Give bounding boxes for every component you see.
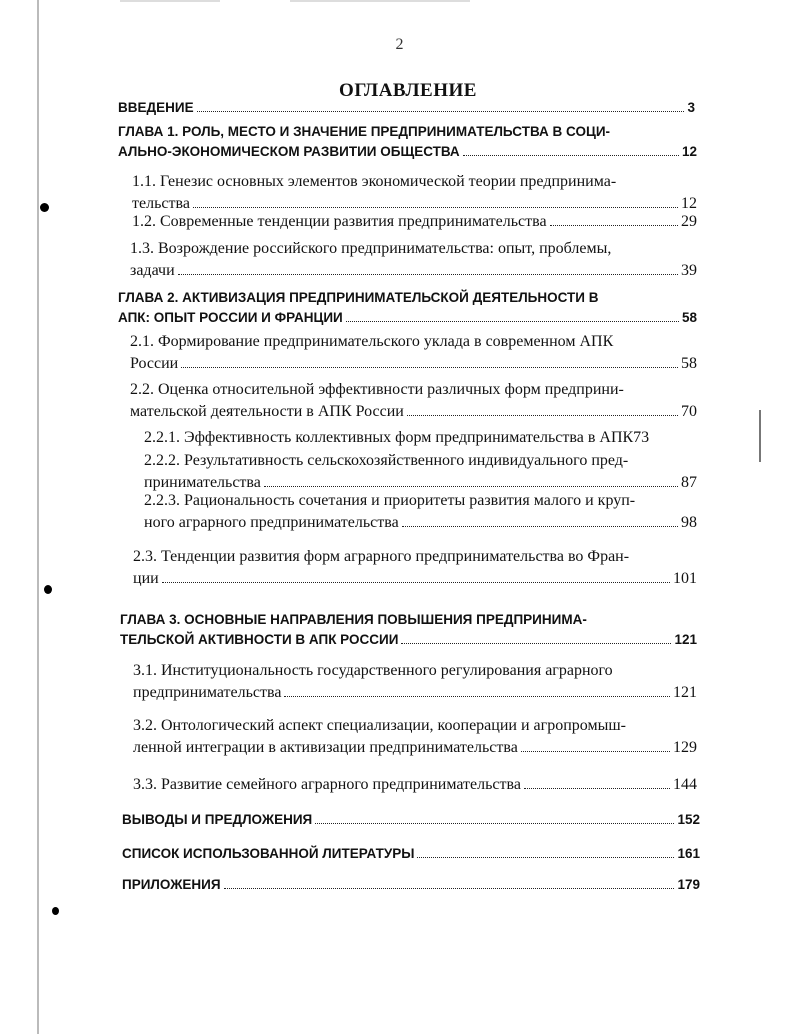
dot-leader (550, 225, 678, 226)
toc-entry-line (120, 632, 697, 652)
dot-leader (463, 155, 679, 156)
toc-page-number: 121 (674, 632, 697, 647)
dot-leader (402, 526, 678, 527)
toc-entry-text: 1.1. Генезис основных элементов экономической теории предпринима- (132, 173, 617, 190)
toc-entry (118, 100, 695, 120)
toc-page-number: 29 (681, 213, 697, 230)
toc-entry (132, 213, 697, 235)
toc-page-number: 179 (677, 877, 700, 892)
toc-entry-line (133, 684, 697, 706)
toc-entry-line (120, 612, 697, 632)
toc-entry-line (144, 514, 697, 536)
toc-entry (130, 381, 697, 425)
toc-page-number: 12 (681, 195, 697, 212)
scan-artifact (40, 203, 49, 212)
toc-entry-line (118, 144, 697, 164)
page-title: ОГЛАВЛЕНИЕ (339, 80, 477, 101)
toc-entry (122, 877, 700, 897)
toc-entry-line (118, 100, 695, 120)
toc-entry-text: ГЛАВА 2. АКТИВИЗАЦИЯ ПРЕДПРИНИМАТЕЛЬСКОЙ ДЕЯТЕЛЬНОСТИ В (118, 290, 599, 305)
toc-entry-line (130, 333, 697, 355)
dot-leader (346, 321, 679, 322)
toc-entry (120, 612, 697, 652)
toc-entry-line (130, 381, 697, 403)
toc-entry-line (144, 452, 697, 474)
dot-leader (407, 415, 678, 416)
toc-page-number: 152 (677, 812, 700, 827)
toc-entry-line (133, 717, 697, 739)
dot-leader (162, 582, 670, 583)
toc-entry-line (118, 290, 697, 310)
toc-entry-text: 2.2.3. Рациональность сочетания и приоритеты развития малого и круп- (144, 492, 636, 509)
toc-page-number: 121 (673, 684, 697, 701)
toc-entry-text: ГЛАВА 3. ОСНОВНЫЕ НАПРАВЛЕНИЯ ПОВЫШЕНИЯ ПРЕДПРИНИМА- (120, 612, 587, 627)
toc-entry-text: ПРИЛОЖЕНИЯ (122, 877, 221, 892)
toc-entry-line (130, 355, 697, 377)
toc-entry-text: ного аграрного предпринимательства (144, 514, 399, 531)
toc-page-number: 58 (681, 310, 697, 325)
toc-entry-line (132, 213, 697, 235)
toc-entry-text: 3.2. Онтологический аспект специализации, кооперации и агропромыш- (133, 717, 626, 734)
toc-page-number: 70 (681, 403, 697, 420)
toc-entry (118, 124, 697, 164)
toc-page-number: 87 (681, 474, 697, 491)
toc-entry-line (130, 262, 697, 284)
toc-page-number: 58 (681, 355, 697, 372)
toc-entry-text: России (130, 355, 179, 372)
toc-entry (130, 333, 697, 377)
toc-entry-line (133, 548, 697, 570)
toc-entry (144, 492, 697, 536)
toc-page-number: 129 (673, 739, 697, 756)
toc-entry-line (133, 570, 697, 592)
toc-entry-text: предпринимательства (133, 684, 282, 701)
toc-entry-line (130, 403, 697, 425)
dot-leader (521, 751, 670, 752)
toc-page-number: 161 (677, 846, 700, 861)
toc-page-number: 98 (681, 514, 697, 531)
toc-entry-line (122, 846, 700, 866)
toc-entry (133, 776, 697, 798)
toc-entry (144, 429, 710, 451)
dot-leader (264, 486, 678, 487)
toc-entry-line (118, 310, 697, 330)
toc-entry-text: 2.2.1. Эффективность коллективных форм предпринимательства в АПК73 (144, 429, 650, 446)
toc-entry-text: ленной интеграции в активизации предпринимательства (133, 739, 518, 756)
scan-artifact (37, 0, 39, 1034)
toc-entry-line (144, 429, 710, 451)
page-number: 2 (395, 36, 404, 53)
scan-artifact (120, 0, 220, 2)
toc-page-number: 101 (673, 570, 697, 587)
dot-leader (181, 367, 678, 368)
toc-entry (132, 173, 697, 217)
dot-leader (284, 696, 670, 697)
toc-entry-text: ВЫВОДЫ И ПРЕДЛОЖЕНИЯ (122, 812, 313, 827)
toc-entry (133, 717, 697, 761)
toc-entry-text: СПИСОК ИСПОЛЬЗОВАННОЙ ЛИТЕРАТУРЫ (122, 846, 415, 861)
toc-entry (122, 846, 700, 866)
toc-entry-line (118, 124, 697, 144)
toc-entry-line (130, 240, 697, 262)
toc-entry-text: 2.1. Формирование предпринимательского уклада в современном АПК (130, 333, 614, 350)
dot-leader (417, 857, 674, 858)
toc-entry-text: 1.2. Современные тенденции развития предпринимательства (132, 213, 547, 230)
toc-entry-text: 2.2. Оценка относительной эффективности различных форм предприни- (130, 381, 624, 398)
toc-entry-line (133, 662, 697, 684)
scan-artifact (52, 907, 59, 915)
toc-entry-text: 1.3. Возрождение российского предпринимательства: опыт, проблемы, (130, 240, 612, 257)
toc-entry-line (122, 812, 700, 832)
toc-entry-text: 3.1. Институциональность государственного регулирования аграрного (133, 662, 613, 679)
toc-entry-text: тельства (132, 195, 190, 212)
dot-leader (224, 888, 675, 889)
toc-entry-text: мательской деятельности в АПК России (130, 403, 404, 420)
dot-leader (401, 643, 671, 644)
toc-entry-text: АПК: ОПЫТ РОССИИ И ФРАНЦИИ (118, 310, 343, 325)
toc-entry-line (144, 492, 697, 514)
toc-entry (122, 812, 700, 832)
toc-page-number: 39 (681, 262, 697, 279)
scan-artifact (759, 410, 761, 462)
toc-entry-line (133, 776, 697, 798)
toc-entry-text: задачи (130, 262, 175, 279)
toc-entry (144, 452, 697, 496)
toc-entry (130, 240, 697, 284)
dot-leader (178, 274, 678, 275)
toc-page-number: 144 (673, 776, 697, 793)
dot-leader (315, 823, 674, 824)
dot-leader (193, 207, 678, 208)
scan-artifact (44, 585, 52, 594)
toc-page-number: 3 (687, 100, 695, 115)
toc-entry-line (133, 739, 697, 761)
toc-entry-line (122, 877, 700, 897)
toc-entry-text: ции (133, 570, 159, 587)
dot-leader (524, 788, 670, 789)
toc-entry-text: принимательства (144, 474, 261, 491)
toc-entry-text: ГЛАВА 1. РОЛЬ, МЕСТО И ЗНАЧЕНИЕ ПРЕДПРИНИМАТЕЛЬСТВА В СОЦИ- (118, 124, 611, 139)
toc-entry-text: ВВЕДЕНИЕ (118, 100, 194, 115)
toc-entry (118, 290, 697, 330)
toc-entry-text: ТЕЛЬСКОЙ АКТИВНОСТИ В АПК РОССИИ (120, 632, 399, 647)
toc-entry-text: 2.3. Тенденции развития форм аграрного предпринимательства во Фран- (133, 548, 630, 565)
toc-entry-text: АЛЬНО-ЭКОНОМИЧЕСКОМ РАЗВИТИИ ОБЩЕСТВА (118, 144, 460, 159)
dot-leader (197, 111, 685, 112)
toc-entry-text: 3.3. Развитие семейного аграрного предпринимательства (133, 776, 521, 793)
scan-artifact (290, 0, 470, 2)
toc-entry-text: 2.2.2. Результативность сельскохозяйственного индивидуального пред- (144, 452, 629, 469)
toc-entry (133, 662, 697, 706)
toc-entry (133, 548, 697, 592)
toc-entry-line (132, 173, 697, 195)
toc-page-number: 12 (681, 144, 697, 159)
